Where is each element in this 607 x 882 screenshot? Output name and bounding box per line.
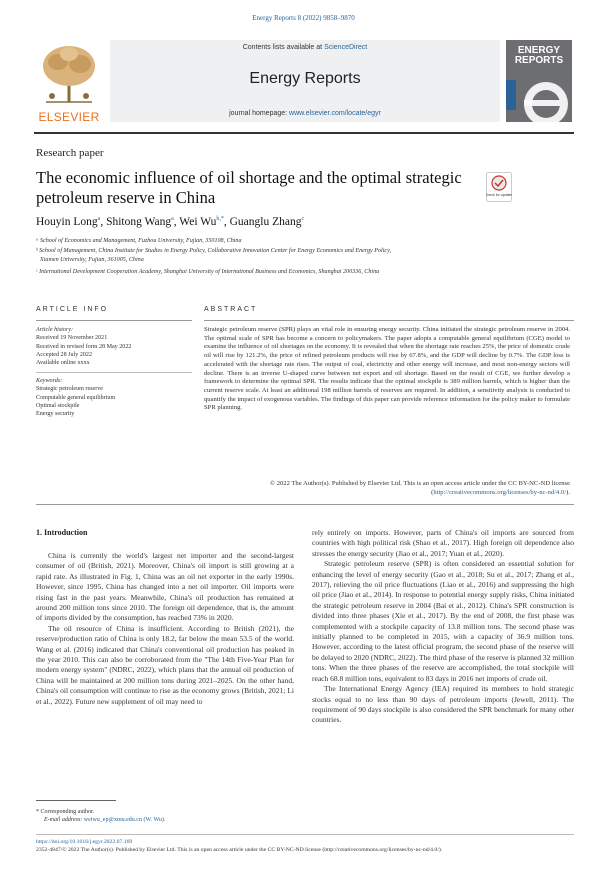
- author-affiliation-mark[interactable]: a: [171, 216, 174, 223]
- author-affiliation-mark[interactable]: c: [301, 216, 305, 223]
- history-entry: Received 19 November 2021: [36, 335, 108, 342]
- author-email-link[interactable]: weiwu_ep@xmu.edu.cn (W. Wu).: [83, 817, 166, 823]
- journal-reference[interactable]: Energy Reports 8 (2022) 9858–9870: [252, 14, 355, 22]
- footer-license: 2352-4847/© 2022 The Author(s). Published by Elsevier Ltd. This is an open access article under the CC BY-NC-ND license (http://creativecommons.org/licenses/by-nc-nd/4.0/).: [36, 847, 443, 853]
- footnote-marker: *: [36, 809, 39, 815]
- history-entry: Received in revised form 28 May 2022: [36, 343, 132, 350]
- keyword: Computable general equilibrium: [36, 394, 116, 401]
- author-name[interactable]: Houyin Long: [36, 216, 98, 228]
- keywords-rule: [36, 372, 192, 373]
- corresponding-author-footnote: [36, 808, 286, 824]
- homepage-prefix: journal homepage:: [229, 110, 290, 117]
- author-name[interactable]: Shitong Wang: [106, 216, 172, 228]
- intro-paragraph: rely entirely on imports. However, parts of China's oil imports are sourced from countries with high political risk (Shao et al., 2017). High foreign oil dependence also stresses the energy security (Jiao et al., 2017; Yuan et al., 2020).: [312, 528, 574, 558]
- abstract-bottom-rule: [36, 504, 574, 505]
- license-suffix: ).: [566, 488, 570, 496]
- keywords-label: Keywords:: [36, 378, 63, 384]
- contents-available-line: [110, 44, 500, 51]
- article-history: [36, 326, 192, 367]
- abstract-license: [204, 480, 570, 497]
- affiliation: ᵇ School of Management, China Institute for Studies in Energy Policy, Collaborative Innovation Center for Energy Economics and Energy Policy,: [36, 248, 392, 254]
- check-badge-label: Check for updates: [486, 193, 512, 197]
- article-info-heading: ARTICLE INFO: [36, 306, 109, 313]
- history-label: Article history:: [36, 327, 74, 333]
- author-affiliation-mark[interactable]: b,*: [216, 216, 224, 223]
- check-for-updates-badge[interactable]: [486, 172, 512, 202]
- page-footer: [36, 838, 576, 854]
- license-prefix: © 2022 The Author(s). Published by Elsevier Ltd. This is an open access article under the CC BY-NC-ND license (: [270, 480, 570, 496]
- keywords-block: [36, 377, 192, 418]
- header-rule: [34, 132, 574, 134]
- abstract-rule: [204, 320, 574, 321]
- journal-title: Energy Reports: [249, 70, 361, 87]
- history-entry: Accepted 28 July 2022: [36, 351, 93, 358]
- keyword: Energy security: [36, 411, 75, 418]
- author-list: Houyin Long$^a$, Shitong Wang$^a$, Wei $Wu^{b,*}$, Guanglu Zhang$^c$: [36, 216, 305, 228]
- article-title: The economic influence of oil shortage and the optimal strategic petroleum reserve in China: [36, 168, 462, 207]
- intro-paragraph: The International Energy Agency (IEA) required its members to hold strategic stocks equal to no less than 90 days of petroleum imports (Jewell, 2011). The requirement of 90 days stockpile is also considered the SPR benchmark for many other countries.: [312, 684, 574, 725]
- article-info-rule: [36, 320, 192, 321]
- abstract-heading: ABSTRACT: [204, 306, 258, 313]
- article-type: Research paper: [36, 147, 104, 159]
- email-label: E-mail address:: [44, 817, 83, 823]
- keyword: Optimal stockpile: [36, 402, 80, 409]
- homepage-link[interactable]: www.elsevier.com/locate/egyr: [289, 110, 381, 117]
- footnote-rule: [36, 800, 116, 801]
- intro-heading: 1. Introduction: [36, 528, 88, 537]
- intro-left-column: [36, 551, 294, 707]
- author-name[interactable]: Guanglu Zhang: [229, 216, 302, 228]
- history-entry: Available online xxxx: [36, 360, 90, 367]
- intro-paragraph: China is currently the world's largest net importer and the second-largest consumer of oil (British, 2021). Moreover, China's oil import is still growing at a rapid rate. As illustrated in Fig. 1, China was an oil net exporter in the early 1990s. However, since 1995, China has changed into a net oil importer. Oil imports were rising fast in the past years. Meanwhile, China's oil production has remained at around 200 million tons since 2010. The foreign oil dependence, that is, the amount of imports divided by the consumption, has reached 73% in 2020.: [36, 551, 294, 623]
- affiliation: ᵃ School of Economics and Management, Fuzhou University, Fujian, 350108, China: [36, 238, 242, 244]
- affiliation: ᶜ International Development Cooperation Academy, Shanghai University of International Business and Economics, Shanghai 200336, China: [36, 269, 380, 275]
- journal-homepage-line: [110, 110, 500, 117]
- cover-title: ENERGY REPORTS: [514, 45, 564, 66]
- license-link[interactable]: http://creativecommons.org/licenses/by-nc-nd/4.0/: [433, 488, 567, 496]
- abstract-text: Strategic petroleum reserve (SPR) plays an vital role in ensuring energy security. China initiated the strategic petroleum reserve in 2004. The optimal scale of SPR has become a concern to policymakers. The paper adopts a computable general equilibrium (CGE) model to examine the influence of oil shortages on the economy. It is revealed that when the shortage rate reaches 25%, the price of domestic crude oil will rise by 121.2%, the price of refined petroleum products will rise by 67.8%, and the GDP will decline by 0.7%. The GDP loss is accelerated with the shortage rate rises. The output of coal, electricity and other energy will increase, and most non-energy sectors will decline. There is an inverse U-shaped curve between net export and oil shortage. Based on the result of CGE, we further develop a framework to determine the optimal SPR. The results indicate that the optimal stockpile is 389 million barrels, which is higher than the current reserve scale. At least an additional 198 million barrels of reserves are required. In addition, a sensitivity analysis is conducted to quantify the impact of exogenous variables. The findings of this paper can provide reference information for the policy maker to formulate SPR planning.: [204, 326, 570, 412]
- footnote-corresponding: Corresponding author.: [40, 809, 95, 815]
- keyword: Strategic petroleum reserve: [36, 386, 104, 393]
- intro-paragraph: Strategic petroleum reserve (SPR) is often considered an essential solution for enhancing the level of energy security (Gao et al., 2018; Su et al., 2017; Zhang et al., 2017), relieving the oil price fluctuations (Liao et al., 2016) and suppressing the high oil price (Jiao et al., 2014). In response to potential energy supply risks, China initiated the strategic petroleum reserve in 2004 (Bai et al., 2012). China's SPR construction is divided into three phases (Xie et al., 2017). By the end of 2008, the first phase was complemented with a stockpile capacity of 13.8 million tons. The second phase was initially planned to be completed in 2015, with a capacity of 36.9 million tons. However, according to the latest official program, the second phase of the reserve will be delayed to 2020 (NDRC, 2022). The third phase of the reserve is planned 32 million tons. When the three phases of the reserve are accomplished, the total stockpile will reach 68.8 million tons, equivalent to 83 days in 2016 net imports of crude oil.: [312, 559, 574, 683]
- contents-prefix: Contents lists available at: [242, 44, 325, 51]
- journal-cover-thumbnail[interactable]: [506, 40, 572, 122]
- sciencedirect-link[interactable]: ScienceDirect: [324, 44, 368, 51]
- intro-paragraph: The oil resource of China is insufficient. According to British (2021), the reserve/production ratio of China is only 18.2, far below the mean 53.5 of the world. Wang et al. (2016) indicated that China's conventional oil production has peaked in the year 2010. This can also be corroborated from the "The 14th Five-Year Plan for modern energy system" (NDRC, 2022), which plans that the annual oil production of China will be maintained at 200 million tons during 2021–2025. On the other hand, China's oil consumption will continue to rise as the economy grows (British, 2021; Li et al., 2022). Future new supplement of oil may need to: [36, 623, 294, 706]
- doi-link[interactable]: https://doi.org/10.1016/j.egyr.2022.07.169: [36, 839, 133, 845]
- affiliation: Xiamen University, Fujian, 361005, China: [40, 257, 144, 263]
- intro-right-column: [312, 528, 574, 726]
- author-name[interactable]: Wei Wu: [179, 216, 217, 228]
- elsevier-wordmark: ELSEVIER: [38, 110, 100, 124]
- footer-rule: [36, 834, 574, 835]
- author-affiliation-mark[interactable]: a: [97, 216, 101, 223]
